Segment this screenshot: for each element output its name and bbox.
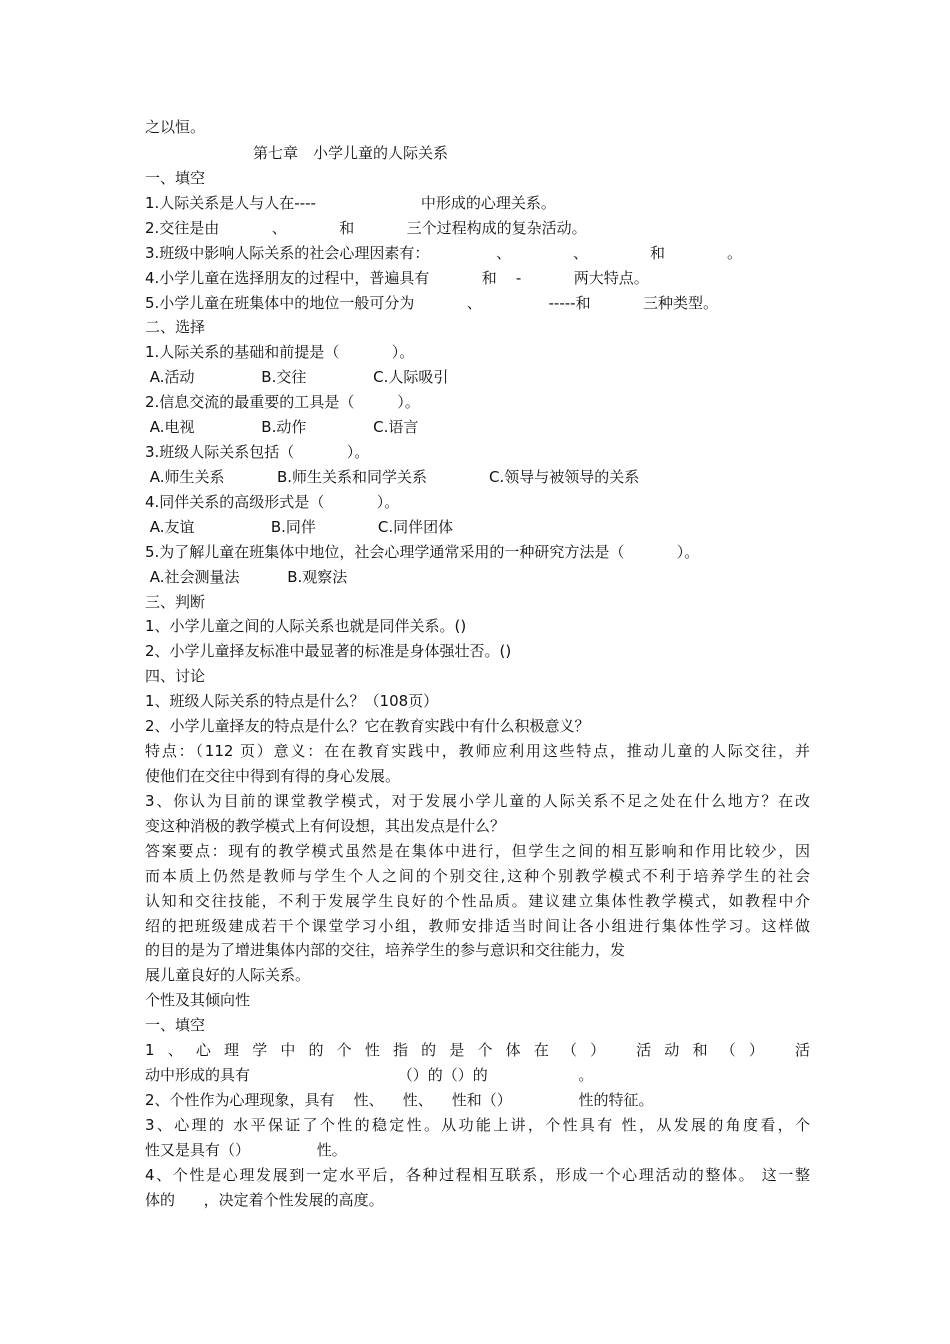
question-line: 2、个性作为心理现象，具有 性、 性、 性和（） 性的特征。 bbox=[145, 1091, 654, 1109]
question-line: 4、个性是心理发展到一定水平后，各种过程相互联系，形成一个心理活动的整体。 这一整 bbox=[145, 1166, 810, 1184]
question-line: 2.信息交流的最重要的工具是（ ）。 bbox=[145, 393, 420, 411]
question-line: 2、小学儿童择友标准中最显著的标准是身体强壮否。() bbox=[145, 642, 512, 660]
paragraph-line: 答案要点：现有的教学模式虽然是在集体中进行，但学生之间的相互影响和作用比较少，因 bbox=[145, 842, 810, 860]
section-heading: 一、填空 bbox=[145, 169, 206, 187]
question-line: 1、小学儿童之间的人际关系也就是同伴关系。() bbox=[145, 617, 467, 635]
options-line: A.电视 B.动作 C.语言 bbox=[145, 418, 419, 436]
paragraph-line: 展儿童良好的人际关系。 bbox=[145, 966, 311, 984]
options-line: A.活动 B.交往 C.人际吸引 bbox=[145, 368, 449, 386]
paragraph-line: 特点：（112 页）意义：在在教育实践中，教师应利用这些特点，推动儿童的人际交往，并 bbox=[145, 742, 810, 760]
question-line: 1、班级人际关系的特点是什么？（108页） bbox=[145, 692, 439, 710]
paragraph-line: 使他们在交往中得到有得的身心发展。 bbox=[145, 767, 401, 785]
question-line: 5.为了解儿童在班集体中地位，社会心理学通常采用的一种研究方法是（ ）。 bbox=[145, 543, 700, 561]
paragraph-line: 3、你认为目前的课堂教学模式，对于发展小学儿童的人际关系不足之处在什么地方？在改 bbox=[145, 792, 810, 810]
options-line: A.友谊 B.同伴 C.同伴团体 bbox=[145, 518, 454, 536]
question-line: 1.人际关系的基础和前提是（ ）。 bbox=[145, 343, 415, 361]
section-heading: 一、填空 bbox=[145, 1016, 206, 1034]
section-heading: 二、选择 bbox=[145, 318, 206, 336]
question-line: 2.交往是由 、 和 三个过程构成的复杂活动。 bbox=[145, 219, 587, 237]
section-title: 个性及其倾向性 bbox=[145, 991, 251, 1009]
question-line: 1、心理学中的个性指的是个体在（） 活动和（） 活 bbox=[145, 1041, 810, 1059]
chapter-title: 第七章 小学儿童的人际关系 bbox=[253, 144, 449, 162]
section-heading: 三、判断 bbox=[145, 593, 206, 611]
question-line: 动中形成的具有 （）的（）的 。 bbox=[145, 1066, 594, 1084]
paragraph-line: 认知和交往技能，不利于发展学生良好的个性品质。建议建立集体性教学模式，如教程中介 bbox=[145, 892, 810, 910]
paragraph-line: 而本质上仍然是教师与学生个人之间的个别交往,这种个别教学模式不利于培养学生的社会 bbox=[145, 867, 810, 885]
paragraph-line: 绍的把班级建成若干个课堂学习小组，教师安排适当时间让各小组进行集体性学习。这样做 bbox=[145, 917, 810, 935]
options-line: A.师生关系 B.师生关系和同学关系 C.领导与被领导的关系 bbox=[145, 468, 640, 486]
question-line: 1.人际关系是人与人在---- 中形成的心理关系。 bbox=[145, 194, 556, 212]
question-line: 性又是具有（） 性。 bbox=[145, 1141, 347, 1159]
section-heading: 四、讨论 bbox=[145, 667, 206, 685]
paragraph-line: 变这种消极的教学模式上有何设想，其出发点是什么？ bbox=[145, 817, 506, 835]
question-line: 4.小学儿童在选择朋友的过程中，普遍具有 和 - 两大特点。 bbox=[145, 269, 649, 287]
options-line: A.社会测量法 B.观察法 bbox=[145, 568, 348, 586]
question-line: 3.班级中影响人际关系的社会心理因素有： 、 、 和 。 bbox=[145, 244, 743, 262]
text-line: 之以恒。 bbox=[145, 118, 206, 136]
question-line: 3.班级人际关系包括（ ）。 bbox=[145, 443, 370, 461]
question-line: 3、心理的 水平保证了个性的稳定性。从功能上讲，个性具有 性，从发展的角度看，个 bbox=[145, 1116, 810, 1134]
question-line: 5.小学儿童在班集体中的地位一般可分为 、 -----和 三种类型。 bbox=[145, 294, 719, 312]
question-line: 2、小学儿童择友的特点是什么？它在教育实践中有什么积极意义？ bbox=[145, 717, 590, 735]
paragraph-line: 的目的是为了增进集体内部的交往，培养学生的参与意识和交往能力，发 bbox=[145, 941, 626, 959]
question-line: 4.同伴关系的高级形式是（ ）。 bbox=[145, 493, 400, 511]
question-line: 体的 ，决定着个性发展的高度。 bbox=[145, 1191, 384, 1209]
